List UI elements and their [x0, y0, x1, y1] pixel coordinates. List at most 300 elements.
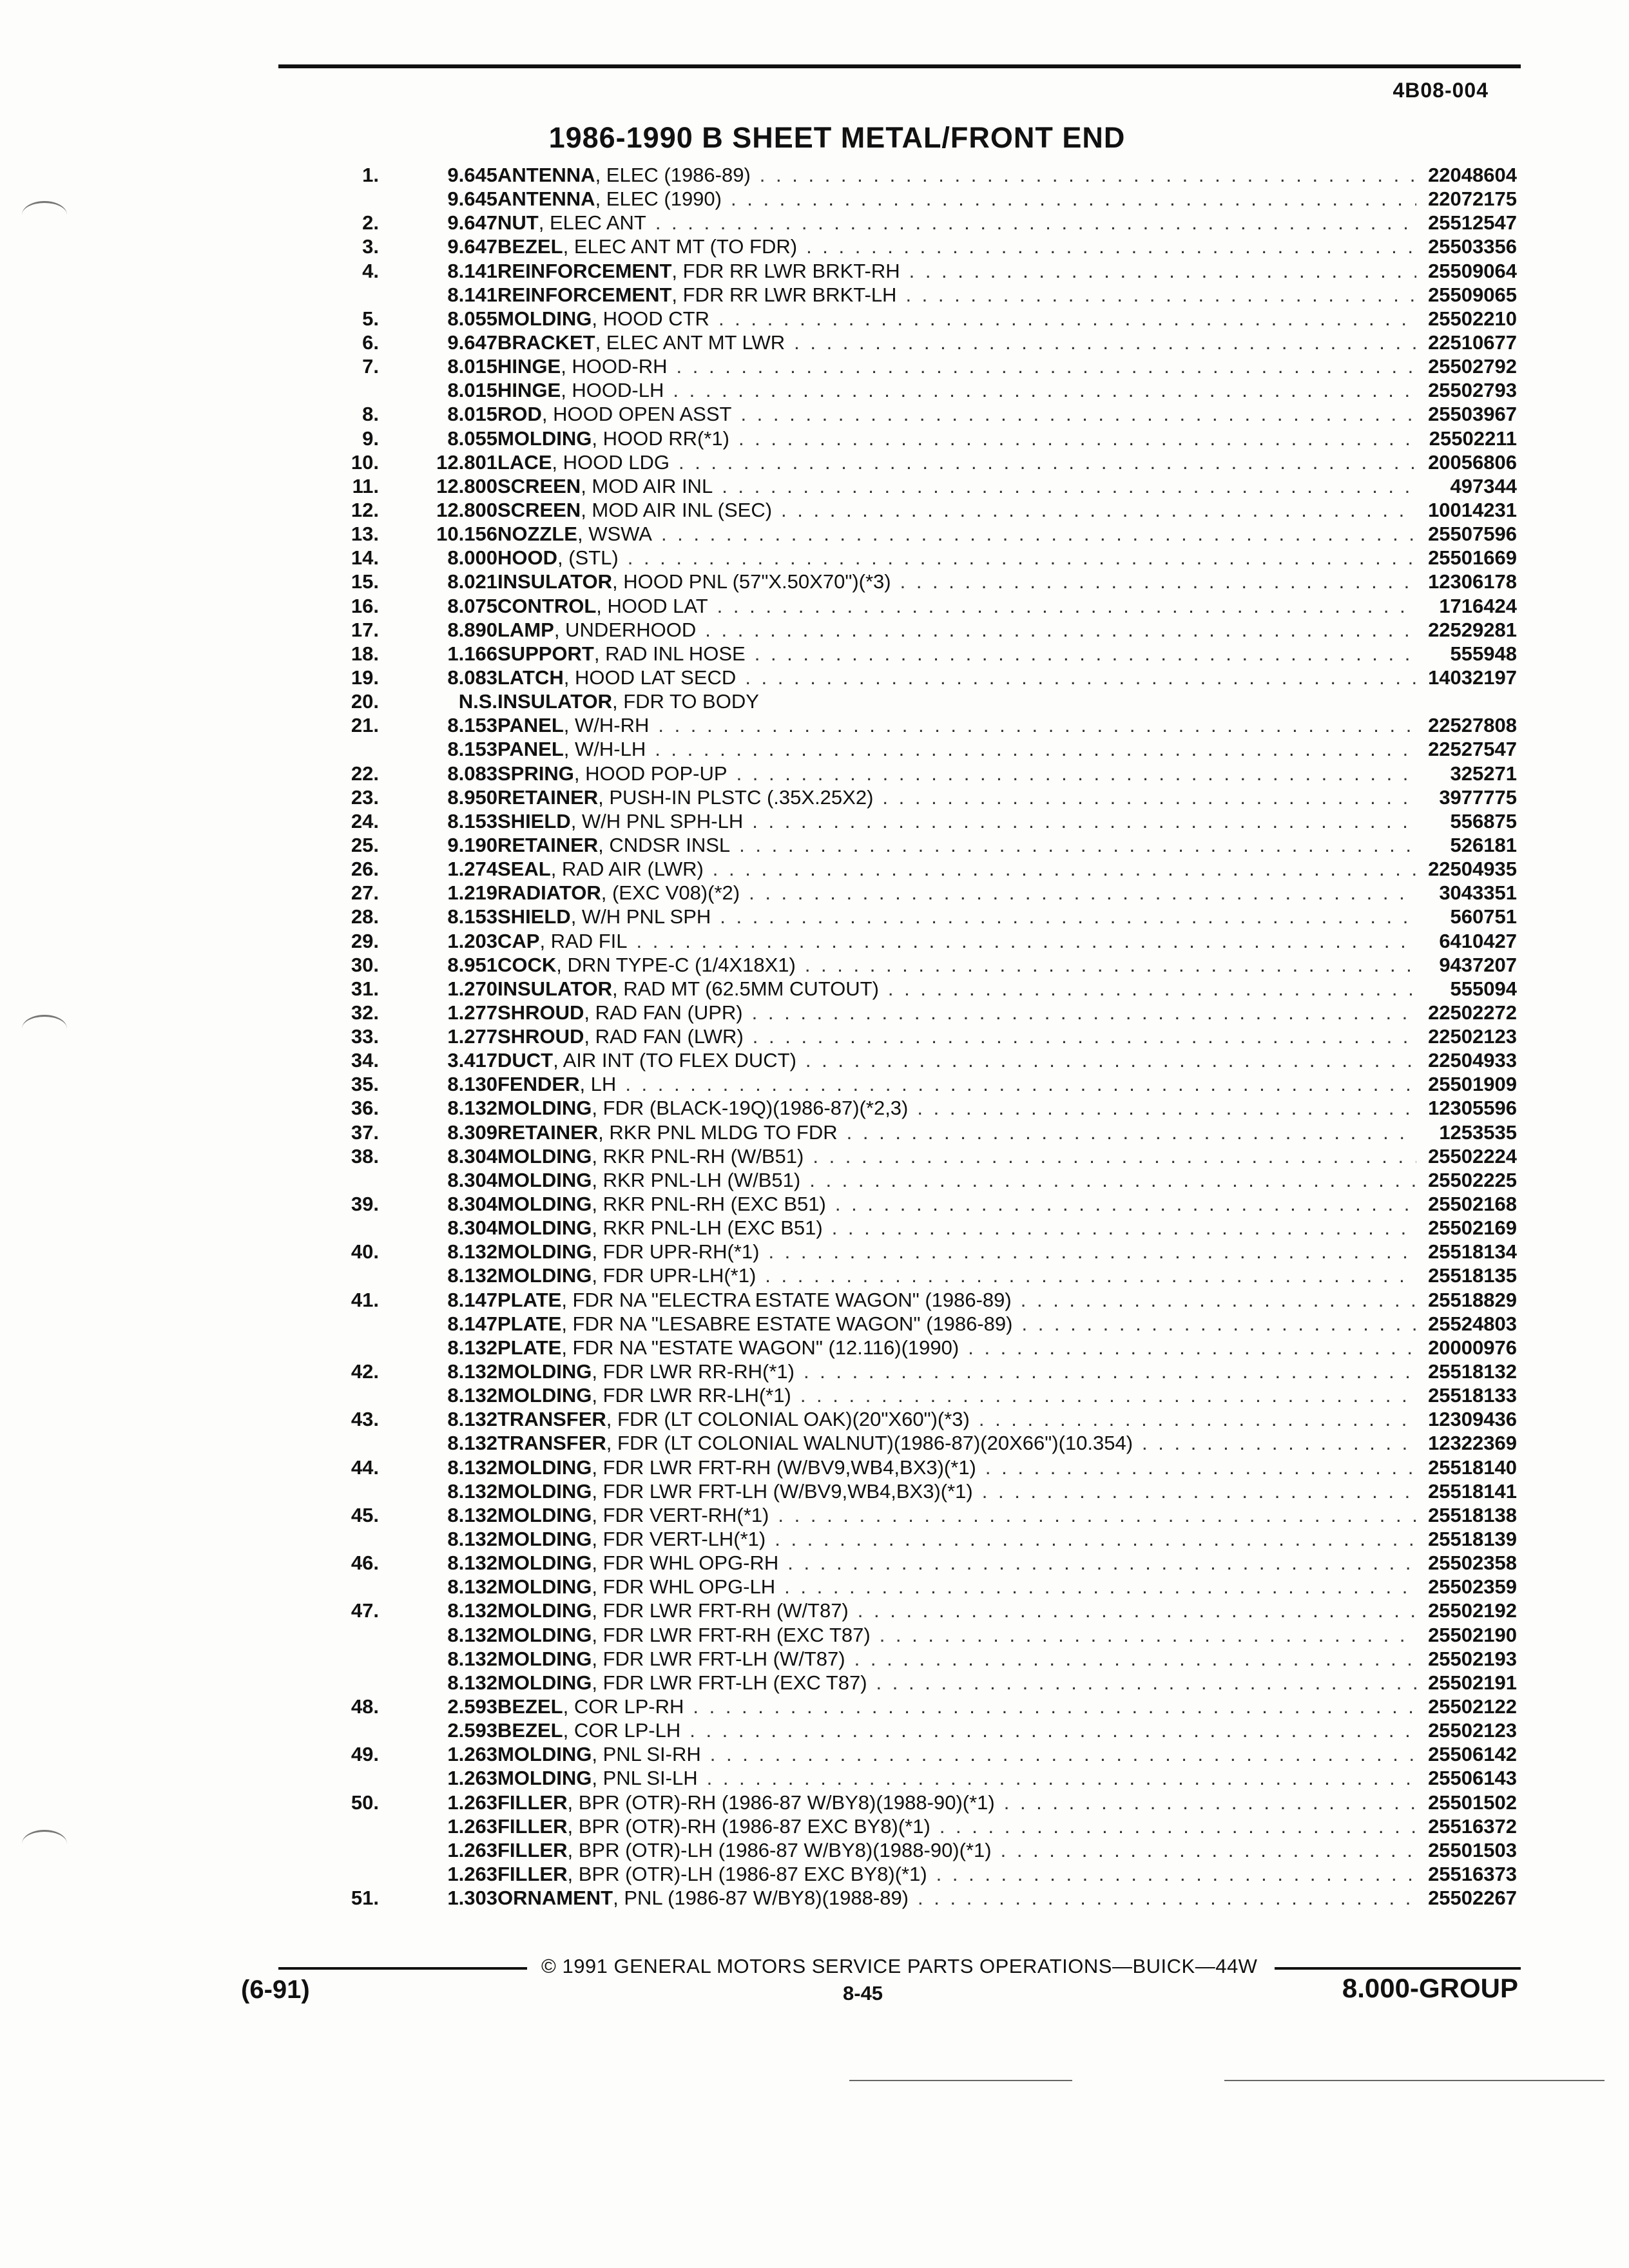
part-number: 25516373 — [1428, 1862, 1517, 1885]
dot-leader — [1021, 1312, 1416, 1336]
group-number: 2.593 — [447, 1695, 497, 1718]
table-row — [0, 785, 1629, 809]
table-row — [0, 833, 1629, 857]
table-row — [0, 1096, 1629, 1120]
part-number: 22502272 — [1428, 1001, 1517, 1024]
item-number: 7. — [362, 355, 379, 378]
part-description — [497, 1120, 1425, 1144]
part-description — [497, 211, 1425, 235]
part-detail: , FDR LWR FRT-RH (EXC T87) — [592, 1623, 871, 1646]
dot-leader — [905, 283, 1416, 307]
part-description — [497, 1671, 1425, 1695]
table-row — [0, 618, 1629, 642]
part-detail: , MOD AIR INL (SEC) — [581, 498, 773, 521]
part-detail: , RKR PNL-RH (EXC B51) — [592, 1193, 826, 1216]
item-number: 33. — [351, 1025, 379, 1048]
group-number: 8.153 — [447, 714, 497, 737]
group-number: 8.132 — [447, 1479, 497, 1503]
table-row — [0, 354, 1629, 378]
part-detail: , RKR PNL-LH (EXC B51) — [592, 1216, 823, 1240]
part-detail: , FDR NA "ESTATE WAGON" (12.116)(1990) — [561, 1336, 959, 1359]
part-name: FILLER — [497, 1862, 568, 1885]
dot-leader — [936, 1862, 1416, 1886]
part-description — [497, 187, 1425, 211]
part-name: MOLDING — [497, 1599, 592, 1622]
group-number: 1.274 — [447, 858, 497, 881]
part-description — [497, 953, 1425, 977]
part-detail: , HOOD RR(*1) — [592, 427, 729, 450]
group-number: 8.130 — [447, 1073, 497, 1096]
part-detail: , HOOD POP-UP — [574, 762, 728, 785]
part-number: 25518133 — [1428, 1384, 1517, 1407]
part-description — [497, 570, 1425, 593]
part-detail: , FDR VERT-RH(*1) — [592, 1503, 769, 1526]
dot-leader — [739, 833, 1416, 857]
dot-leader — [882, 785, 1416, 809]
part-description — [497, 1742, 1425, 1766]
part-description — [497, 307, 1425, 331]
dot-leader — [813, 1144, 1416, 1168]
item-number: 13. — [351, 523, 379, 546]
table-row — [0, 1886, 1629, 1910]
part-description — [497, 737, 1425, 761]
item-number: 10. — [351, 450, 379, 474]
item-number: 30. — [351, 953, 379, 976]
table-row — [0, 307, 1629, 331]
part-detail: , ELEC ANT MT (TO FDR) — [563, 235, 798, 258]
part-name: MOLDING — [497, 1144, 592, 1168]
part-name: MOLDING — [497, 1503, 592, 1526]
part-name: FILLER — [497, 1791, 568, 1814]
item-number: 37. — [351, 1120, 379, 1144]
part-description — [497, 1336, 1425, 1360]
dot-leader — [707, 1766, 1416, 1790]
part-description — [497, 929, 1425, 953]
part-detail: , W/H-LH — [563, 738, 646, 761]
group-number: 8.132 — [447, 1552, 497, 1575]
table-row — [0, 642, 1629, 666]
part-description — [497, 905, 1425, 928]
dot-leader — [679, 450, 1416, 474]
item-number: 31. — [351, 977, 379, 1000]
part-detail: , HOOD OPEN ASST — [541, 403, 732, 426]
group-number: 1.263 — [447, 1838, 497, 1861]
part-name: FILLER — [497, 1814, 568, 1838]
part-number: 555094 — [1450, 977, 1517, 1000]
part-name: MOLDING — [497, 1743, 592, 1766]
part-number: 22527808 — [1428, 714, 1517, 737]
part-number: 25518140 — [1428, 1456, 1517, 1479]
group-number: 9.647 — [447, 235, 497, 258]
group-number: 8.132 — [447, 1528, 497, 1551]
dot-leader — [628, 546, 1416, 570]
table-row — [0, 259, 1629, 283]
part-detail: , FDR (BLACK-19Q)(1986-87)(*2,3) — [592, 1097, 909, 1120]
group-number: 1.270 — [447, 977, 497, 1000]
part-detail: , FDR LWR FRT-RH (W/T87) — [592, 1599, 849, 1622]
part-name: MOLDING — [497, 1193, 592, 1216]
dot-leader — [753, 1024, 1416, 1048]
part-description — [497, 1814, 1425, 1838]
item-number: 6. — [362, 331, 379, 354]
table-row — [0, 1575, 1629, 1599]
group-number: 1.277 — [447, 1025, 497, 1048]
part-name: TRANSFER — [497, 1408, 606, 1431]
part-description — [497, 1144, 1425, 1168]
part-detail: , RAD FAN (UPR) — [584, 1001, 743, 1024]
dot-leader — [661, 522, 1416, 546]
part-description — [497, 977, 1425, 1001]
table-row — [0, 1383, 1629, 1407]
group-number: 8.015 — [447, 355, 497, 378]
dot-leader — [794, 331, 1416, 354]
part-description — [497, 1288, 1425, 1312]
item-number: 5. — [362, 307, 379, 330]
table-row — [0, 1072, 1629, 1096]
part-detail: , PUSH-IN PLSTC (.35X.25X2) — [598, 785, 874, 809]
part-description — [497, 1838, 1425, 1862]
item-number: 27. — [351, 881, 379, 905]
part-name: ANTENNA — [497, 187, 595, 211]
part-number: 25518829 — [1428, 1288, 1517, 1311]
item-number: 11. — [352, 474, 379, 497]
dot-leader — [858, 1599, 1416, 1622]
dot-leader — [880, 1623, 1416, 1647]
dot-leader — [900, 570, 1416, 593]
part-name: SCREEN — [497, 498, 581, 521]
group-number: 12.800 — [436, 474, 497, 497]
table-row — [0, 1288, 1629, 1312]
part-description — [497, 1312, 1425, 1336]
part-number: 1253535 — [1439, 1120, 1517, 1144]
dot-leader — [909, 259, 1416, 283]
part-number: 22502123 — [1428, 1025, 1517, 1048]
part-name: MOLDING — [497, 1479, 592, 1503]
part-detail: , ELEC ANT MT LWR — [595, 331, 786, 354]
table-row — [0, 1216, 1629, 1240]
part-number: 14032197 — [1428, 666, 1517, 689]
part-name: SHROUD — [497, 1001, 584, 1024]
part-detail: , COR LP-RH — [563, 1695, 684, 1718]
part-number: 526181 — [1450, 833, 1517, 856]
group-number: 8.055 — [447, 307, 497, 330]
group-number: 8.132 — [447, 1575, 497, 1599]
part-number: 25502123 — [1428, 1719, 1517, 1742]
item-number: 4. — [362, 259, 379, 282]
part-number: 25503967 — [1428, 403, 1517, 426]
part-detail: , FDR NA "LESABRE ESTATE WAGON" (1986-89) — [561, 1312, 1013, 1335]
part-name: LACE — [497, 450, 552, 474]
table-row — [0, 762, 1629, 785]
part-number: 25503356 — [1428, 235, 1517, 258]
part-description — [497, 1264, 1425, 1287]
item-number: 9. — [362, 427, 379, 450]
group-number: 10.156 — [436, 523, 497, 546]
dot-leader — [768, 1240, 1416, 1264]
part-detail: , FDR LWR FRT-LH (W/T87) — [592, 1647, 845, 1670]
group-number: 2.593 — [447, 1719, 497, 1742]
dot-leader — [710, 1742, 1416, 1766]
group-number: 8.309 — [447, 1120, 497, 1144]
part-detail: , MOD AIR INL — [581, 474, 713, 497]
part-name: MOLDING — [497, 1552, 592, 1575]
item-number: 46. — [351, 1552, 379, 1575]
part-name: REINFORCEMENT — [497, 259, 672, 282]
part-description — [497, 474, 1425, 498]
item-number: 32. — [351, 1001, 379, 1024]
item-number: 22. — [351, 762, 379, 785]
part-name: HINGE — [497, 379, 561, 402]
table-row — [0, 1551, 1629, 1575]
group-number: 8.132 — [447, 1097, 497, 1120]
part-number: 22529281 — [1428, 618, 1517, 641]
part-number: 25507596 — [1428, 523, 1517, 546]
table-row — [0, 402, 1629, 426]
part-description — [497, 857, 1425, 881]
scan-line — [849, 2080, 1072, 2081]
table-row — [0, 427, 1629, 450]
part-detail: , FDR (LT COLONIAL WALNUT)(1986-87)(20X66")(10.354) — [606, 1432, 1133, 1455]
part-detail: , COR LP-LH — [563, 1719, 681, 1742]
part-description — [497, 1168, 1425, 1192]
item-number: 40. — [351, 1240, 379, 1264]
group-number: 9.645 — [447, 187, 497, 211]
part-detail: , HOOD LAT — [596, 594, 708, 617]
part-detail: , FDR WHL OPG-RH — [592, 1552, 779, 1575]
table-row — [0, 689, 1629, 713]
part-name: MOLDING — [497, 1528, 592, 1551]
item-number: 45. — [351, 1503, 379, 1526]
copyright-notice: © 1991 GENERAL MOTORS SERVICE PARTS OPERATIONS—BUICK—44W — [541, 1955, 1258, 1977]
item-number: 39. — [351, 1193, 379, 1216]
part-number: 1716424 — [1439, 594, 1517, 617]
part-name: HOOD — [497, 546, 557, 570]
table-row — [0, 1742, 1629, 1766]
part-name: RETAINER — [497, 785, 599, 809]
part-description — [497, 1240, 1425, 1264]
part-description — [497, 427, 1425, 450]
table-row — [0, 594, 1629, 618]
group-number: 1.263 — [447, 1743, 497, 1766]
dot-leader — [784, 1575, 1416, 1599]
dot-leader — [655, 211, 1416, 235]
part-number: 12309436 — [1428, 1408, 1517, 1431]
part-name: RETAINER — [497, 1120, 599, 1144]
part-description — [497, 1503, 1425, 1527]
table-row — [0, 1623, 1629, 1647]
dot-leader — [1021, 1288, 1416, 1312]
part-description — [497, 1575, 1425, 1599]
part-description — [497, 450, 1425, 474]
item-number: 17. — [351, 618, 379, 641]
table-row — [0, 929, 1629, 953]
scan-mark — [22, 1015, 67, 1043]
dot-leader — [738, 427, 1416, 450]
part-description — [497, 1383, 1425, 1407]
group-number: 9.190 — [447, 833, 497, 856]
part-name: FENDER — [497, 1073, 580, 1096]
part-description — [497, 809, 1425, 833]
part-number: 25502225 — [1428, 1168, 1517, 1191]
group-number: 8.132 — [447, 1240, 497, 1264]
dot-leader — [832, 1216, 1416, 1240]
table-row — [0, 1336, 1629, 1360]
item-number: 1. — [362, 164, 379, 186]
part-description — [497, 498, 1425, 522]
table-row — [0, 1144, 1629, 1168]
part-number: 25501502 — [1428, 1791, 1517, 1814]
part-number: 25516372 — [1428, 1814, 1517, 1838]
table-row — [0, 1503, 1629, 1527]
part-detail: , FDR LWR RR-RH(*1) — [592, 1360, 795, 1383]
part-description — [497, 881, 1425, 905]
part-detail: , BPR (OTR)-RH (1986-87 EXC BY8)(*1) — [567, 1814, 930, 1838]
dot-leader — [1004, 1791, 1416, 1814]
item-number: 48. — [351, 1695, 379, 1718]
table-row — [0, 546, 1629, 570]
part-description — [497, 762, 1425, 785]
item-number: 14. — [351, 546, 379, 570]
part-detail: , FDR (LT COLONIAL OAK)(20"X60")(*3) — [606, 1408, 970, 1431]
part-description — [497, 1407, 1425, 1431]
part-name: MOLDING — [497, 1097, 592, 1120]
part-detail: , CNDSR INSL — [598, 833, 731, 856]
part-name: CAP — [497, 929, 540, 952]
part-detail: , HOOD LDG — [552, 450, 670, 474]
table-row — [0, 977, 1629, 1001]
part-name: MOLDING — [497, 1623, 592, 1646]
table-row — [0, 1814, 1629, 1838]
part-number: 25518138 — [1428, 1503, 1517, 1526]
dot-leader — [982, 1479, 1416, 1503]
part-description — [497, 1072, 1425, 1096]
part-name: MOLDING — [497, 427, 592, 450]
part-number: 12305596 — [1428, 1097, 1517, 1120]
part-number: 25524803 — [1428, 1312, 1517, 1335]
group-number: 8.015 — [447, 379, 497, 402]
item-number: 24. — [351, 809, 379, 832]
dot-leader — [835, 1192, 1416, 1216]
part-description — [497, 666, 1425, 689]
item-number: 36. — [351, 1097, 379, 1120]
group-number: 8.021 — [447, 570, 497, 593]
part-number: 25501909 — [1428, 1073, 1517, 1096]
item-number: 3. — [362, 235, 379, 258]
part-name: PLATE — [497, 1288, 562, 1311]
part-number: 25502192 — [1428, 1599, 1517, 1622]
table-row — [0, 283, 1629, 307]
part-detail: , FDR LWR FRT-RH (W/BV9,WB4,BX3)(*1) — [592, 1456, 976, 1479]
table-row — [0, 857, 1629, 881]
dot-leader — [655, 737, 1416, 761]
part-detail: , RKR PNL MLDG TO FDR — [598, 1120, 838, 1144]
group-number: 8.132 — [447, 1384, 497, 1407]
part-detail: , W/H-RH — [563, 714, 650, 737]
part-detail: , RKR PNL-LH (W/B51) — [592, 1168, 801, 1191]
part-detail: , FDR UPR-LH(*1) — [592, 1264, 757, 1287]
part-detail: , RAD FAN (LWR) — [584, 1025, 744, 1048]
dot-leader — [637, 929, 1416, 953]
item-number: 50. — [351, 1791, 379, 1814]
part-description — [497, 713, 1425, 737]
part-number: 25512547 — [1428, 211, 1517, 235]
part-number: 25518139 — [1428, 1528, 1517, 1551]
part-name: MOLDING — [497, 1240, 592, 1264]
part-detail: , HOOD-RH — [561, 355, 668, 378]
part-name: BRACKET — [497, 331, 595, 354]
part-detail: , FDR NA "ELECTRA ESTATE WAGON" (1986-89) — [561, 1288, 1012, 1311]
dot-leader — [876, 1671, 1416, 1695]
part-detail: , DRN TYPE-C (1/4X18X1) — [556, 953, 796, 976]
part-name: PLATE — [497, 1336, 562, 1359]
dot-leader — [918, 1886, 1416, 1910]
part-number: 25502210 — [1428, 307, 1517, 330]
group-number: 8.153 — [447, 738, 497, 761]
part-detail: , FDR LWR RR-LH(*1) — [592, 1384, 791, 1407]
part-name: SHIELD — [497, 809, 571, 832]
dot-leader — [737, 762, 1416, 785]
part-detail: , WSWA — [577, 523, 652, 546]
part-detail: , FDR RR LWR BRKT-RH — [671, 259, 900, 282]
part-name: MOLDING — [497, 1384, 592, 1407]
table-row — [0, 1407, 1629, 1431]
part-detail: , BPR (OTR)-LH (1986-87 EXC BY8)(*1) — [567, 1862, 927, 1885]
part-number: 22072175 — [1428, 187, 1517, 211]
dot-leader — [805, 953, 1416, 977]
group-number: 1.263 — [447, 1814, 497, 1838]
part-detail: , RAD MT (62.5MM CUTOUT) — [612, 977, 879, 1000]
part-detail: , PNL (1986-87 W/BY8)(1988-89) — [613, 1887, 909, 1910]
table-row — [0, 1671, 1629, 1695]
part-detail: , FDR UPR-RH(*1) — [592, 1240, 760, 1264]
dot-leader — [705, 618, 1416, 642]
table-row — [0, 1192, 1629, 1216]
part-description — [497, 1048, 1425, 1072]
dot-leader — [800, 1383, 1416, 1407]
table-row — [0, 163, 1629, 187]
footer-rule-left — [278, 1967, 527, 1970]
group-number: N.S. — [458, 690, 497, 713]
revision-date: (6-91) — [241, 1975, 310, 2004]
part-number: 9437207 — [1439, 953, 1517, 976]
group-number: 8.304 — [447, 1168, 497, 1191]
part-number: 25502267 — [1428, 1887, 1517, 1910]
dot-leader — [968, 1336, 1416, 1360]
group-number: 1.203 — [447, 929, 497, 952]
item-number: 16. — [351, 594, 379, 617]
part-detail: , RAD FIL — [539, 929, 628, 952]
part-detail: , HOOD LAT SECD — [563, 666, 737, 689]
page-number: 8-45 — [843, 1982, 883, 2004]
table-row — [0, 1527, 1629, 1551]
part-name: PLATE — [497, 1312, 562, 1335]
group-number: 8.950 — [447, 785, 497, 809]
part-number: 22510677 — [1428, 331, 1517, 354]
dot-leader — [717, 594, 1416, 618]
part-detail: , (EXC V08)(*2) — [601, 881, 740, 905]
part-name: SCREEN — [497, 474, 581, 497]
part-number: 25518132 — [1428, 1360, 1517, 1383]
part-number: 25502168 — [1428, 1193, 1517, 1216]
part-name: ROD — [497, 403, 542, 426]
item-number: 35. — [351, 1073, 379, 1096]
part-name: MOLDING — [497, 1456, 592, 1479]
part-detail: , HOOD PNL (57"X.50X70")(*3) — [612, 570, 891, 593]
part-description — [497, 354, 1425, 378]
table-row — [0, 474, 1629, 498]
parts-list — [0, 163, 1629, 1910]
table-row — [0, 1264, 1629, 1287]
